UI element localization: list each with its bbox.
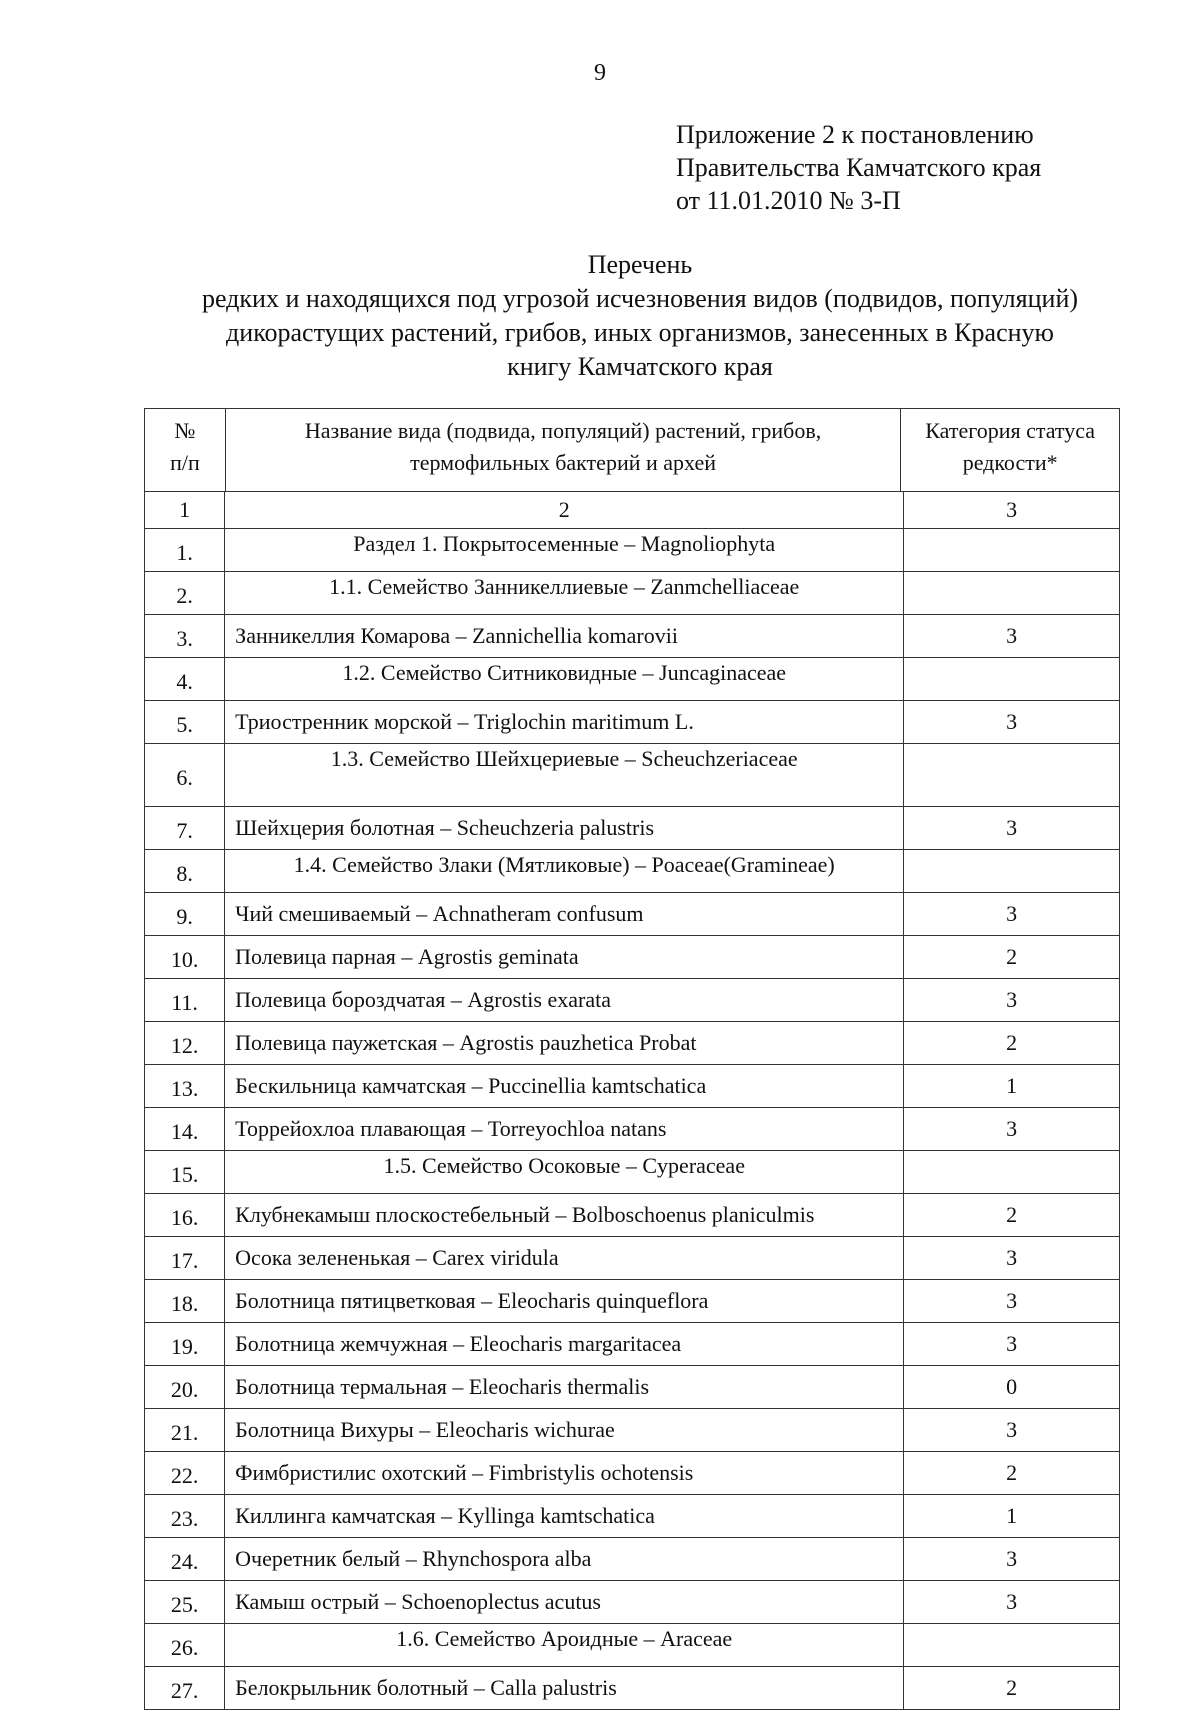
section-heading-cell: 1.1. Семейство Занникеллиевые – Zanmchelliaceae [225, 572, 904, 615]
row-number-cell: 11. [145, 979, 225, 1022]
table-row [145, 572, 1120, 615]
species-name-cell: Белокрыльник болотный – Calla palustris [225, 1667, 904, 1710]
category-cell: 3 [904, 1538, 1120, 1581]
category-cell [904, 572, 1120, 615]
column-number-cell: 2 [225, 492, 904, 529]
table-row [145, 1022, 1120, 1065]
species-name-cell: Триостренник морской – Triglochin maritimum L. [225, 701, 904, 744]
category-cell [904, 1151, 1120, 1194]
category-cell [904, 744, 1120, 807]
table-row [145, 1280, 1120, 1323]
row-number-cell: 23. [145, 1495, 225, 1538]
appendix-line-2: Правительства Камчатского края [676, 153, 1042, 182]
header-category-line-2: редкости* [962, 450, 1058, 475]
row-number-cell: 6. [145, 744, 225, 807]
table-row [145, 1409, 1120, 1452]
table-row [145, 1194, 1120, 1237]
category-cell: 3 [904, 1581, 1120, 1624]
table-row [145, 701, 1120, 744]
species-name-cell: Осока зелененькая – Carex viridula [225, 1237, 904, 1280]
table-row [145, 850, 1120, 893]
row-number-cell: 8. [145, 850, 225, 893]
table-row [145, 936, 1120, 979]
category-cell: 2 [904, 1022, 1120, 1065]
category-cell: 3 [904, 1280, 1120, 1323]
species-name-cell: Шейхцерия болотная – Scheuchzeria palustris [225, 807, 904, 850]
category-cell: 3 [904, 1409, 1120, 1452]
section-heading-cell: Раздел 1. Покрытосеменные – Magnoliophyta [225, 529, 904, 572]
row-number-cell: 14. [145, 1108, 225, 1151]
header-category-cell [901, 409, 1120, 492]
row-number-cell: 9. [145, 893, 225, 936]
category-cell: 3 [904, 893, 1120, 936]
row-number-cell: 15. [145, 1151, 225, 1194]
column-number-cell: 3 [904, 492, 1120, 529]
header-number-cell [145, 409, 226, 492]
row-number-cell: 20. [145, 1366, 225, 1409]
category-cell: 3 [904, 615, 1120, 658]
species-name-cell: Полевица паужетская – Agrostis pauzhetica Probat [225, 1022, 904, 1065]
table-row [145, 1538, 1120, 1581]
appendix-line-1: Приложение 2 к постановлению [676, 120, 1034, 149]
row-number-cell: 26. [145, 1624, 225, 1667]
header-name-line-1: Название вида (подвида, популяций) растений, грибов, [304, 418, 822, 443]
row-number-cell: 7. [145, 807, 225, 850]
row-number-cell: 10. [145, 936, 225, 979]
category-cell: 3 [904, 1108, 1120, 1151]
row-number-cell: 22. [145, 1452, 225, 1495]
table-row [145, 1581, 1120, 1624]
row-number-cell: 27. [145, 1667, 225, 1710]
category-cell [904, 658, 1120, 701]
row-number-cell: 1. [145, 529, 225, 572]
appendix-note [676, 118, 1041, 217]
category-cell: 3 [904, 807, 1120, 850]
row-number-cell: 12. [145, 1022, 225, 1065]
species-name-cell: Болотница жемчужная – Eleocharis margaritacea [225, 1323, 904, 1366]
row-number-cell: 13. [145, 1065, 225, 1108]
species-name-cell: Камыш острый – Schoenoplectus acutus [225, 1581, 904, 1624]
row-number-cell: 3. [145, 615, 225, 658]
row-number-cell: 16. [145, 1194, 225, 1237]
table-row [145, 1065, 1120, 1108]
species-name-cell: Чий смешиваемый – Achnatheram confusum [225, 893, 904, 936]
section-heading-cell: 1.3. Семейство Шейхцериевые – Scheuchzeriaceae [225, 744, 904, 807]
title-line-1: Перечень [587, 250, 693, 279]
document-title [140, 248, 1140, 384]
category-cell: 2 [904, 1667, 1120, 1710]
table-row [145, 1667, 1120, 1710]
species-name-cell: Бескильница камчатская – Puccinellia kamtschatica [225, 1065, 904, 1108]
table-row [145, 1452, 1120, 1495]
header-number-line-1: № [174, 418, 196, 443]
species-name-cell: Болотница термальная – Eleocharis thermalis [225, 1366, 904, 1409]
category-cell: 2 [904, 936, 1120, 979]
category-cell: 3 [904, 979, 1120, 1022]
header-row [145, 409, 1120, 492]
table-row [145, 1237, 1120, 1280]
category-cell [904, 850, 1120, 893]
table-row [145, 658, 1120, 701]
row-number-cell: 24. [145, 1538, 225, 1581]
table-row [145, 1151, 1120, 1194]
column-number-cell: 1 [145, 492, 225, 529]
table-row [145, 529, 1120, 572]
category-cell: 3 [904, 701, 1120, 744]
species-name-cell: Занникеллия Комарова – Zannichellia komarovii [225, 615, 904, 658]
table-row [145, 1323, 1120, 1366]
category-cell: 3 [904, 1237, 1120, 1280]
section-heading-cell: 1.5. Семейство Осоковые – Cyperaceae [225, 1151, 904, 1194]
species-name-cell: Торрейохлоа плавающая – Torreyochloa natans [225, 1108, 904, 1151]
row-number-cell: 21. [145, 1409, 225, 1452]
category-cell [904, 1624, 1120, 1667]
table-row [145, 1624, 1120, 1667]
header-name-line-2: термофильных бактерий и архей [410, 450, 717, 475]
species-name-cell: Полевица бороздчатая – Agrostis exarata [225, 979, 904, 1022]
species-name-cell: Болотница Вихуры – Eleocharis wichurae [225, 1409, 904, 1452]
table-header [144, 408, 1120, 492]
table-row [145, 893, 1120, 936]
appendix-line-3: от 11.01.2010 № 3-П [676, 186, 901, 215]
category-cell: 2 [904, 1194, 1120, 1237]
title-line-2: редких и находящихся под угрозой исчезновения видов (подвидов, популяций) [201, 284, 1079, 313]
header-name-cell [225, 409, 901, 492]
row-number-cell: 2. [145, 572, 225, 615]
species-name-cell: Болотница пятицветковая – Eleocharis quinqueflora [225, 1280, 904, 1323]
row-number-cell: 5. [145, 701, 225, 744]
section-heading-cell: 1.2. Семейство Ситниковидные – Juncaginaceae [225, 658, 904, 701]
category-cell: 0 [904, 1366, 1120, 1409]
table-row [145, 744, 1120, 807]
species-name-cell: Очеретник белый – Rhynchospora alba [225, 1538, 904, 1581]
table-row [145, 979, 1120, 1022]
header-category-line-1: Категория статуса [925, 418, 1096, 443]
species-name-cell: Фимбристилис охотский – Fimbristylis ochotensis [225, 1452, 904, 1495]
table-row [145, 1495, 1120, 1538]
title-line-4: книгу Камчатского края [507, 352, 773, 381]
section-heading-cell: 1.6. Семейство Ароидные – Araceae [225, 1624, 904, 1667]
header-number-line-2: п/п [170, 450, 200, 475]
column-number-row [145, 492, 1120, 529]
species-table [144, 491, 1120, 1710]
category-cell: 1 [904, 1065, 1120, 1108]
row-number-cell: 19. [145, 1323, 225, 1366]
table-row [145, 615, 1120, 658]
row-number-cell: 25. [145, 1581, 225, 1624]
title-line-3: дикорастущих растений, грибов, иных организмов, занесенных в Красную [226, 318, 1054, 347]
table-row [145, 1366, 1120, 1409]
table-row [145, 807, 1120, 850]
row-number-cell: 18. [145, 1280, 225, 1323]
category-cell [904, 529, 1120, 572]
category-cell: 1 [904, 1495, 1120, 1538]
species-name-cell: Киллинга камчатская – Kyllinga kamtschatica [225, 1495, 904, 1538]
category-cell: 3 [904, 1323, 1120, 1366]
category-cell: 2 [904, 1452, 1120, 1495]
species-name-cell: Полевица парная – Agrostis geminata [225, 936, 904, 979]
species-name-cell: Клубнекамыш плоскостебельный – Bolboschoenus planiculmis [225, 1194, 904, 1237]
table-row [145, 1108, 1120, 1151]
page-number: 9 [594, 60, 606, 86]
species-table-body [145, 492, 1120, 1710]
row-number-cell: 17. [145, 1237, 225, 1280]
row-number-cell: 4. [145, 658, 225, 701]
section-heading-cell: 1.4. Семейство Злаки (Мятликовые) – Poaceae(Gramineae) [225, 850, 904, 893]
